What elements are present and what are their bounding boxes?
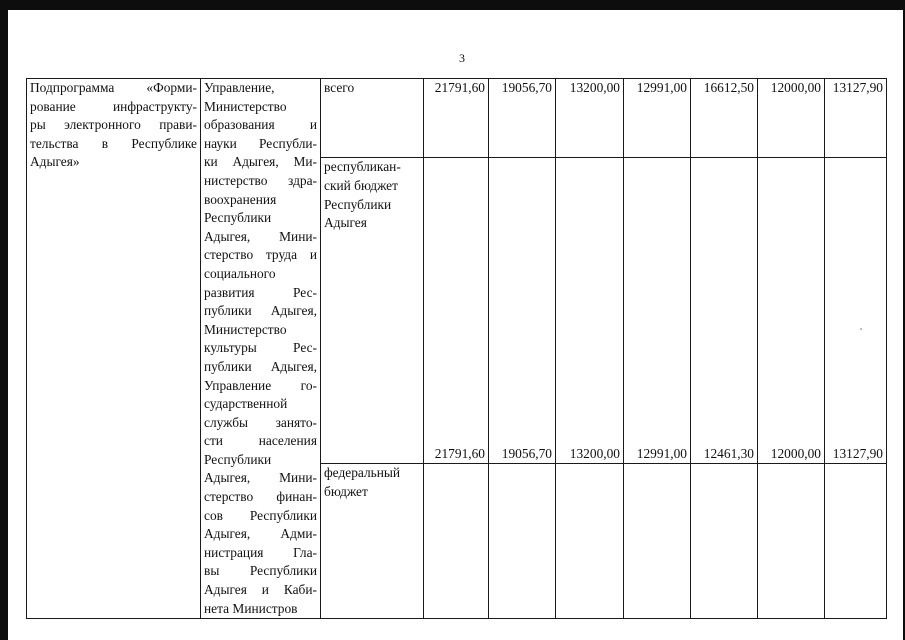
value-cell: 19056,70: [489, 158, 556, 464]
subprogram-name-line: ры электронного прави-: [30, 117, 197, 133]
source-line: бюджет: [324, 483, 368, 499]
value-cell-empty: [691, 464, 758, 619]
value-cell: 13127,90: [825, 79, 887, 158]
value-cell: 19056,70: [489, 79, 556, 158]
subprogram-name-line: рование инфраструкту-: [30, 98, 197, 114]
executor-line: вы Республики: [204, 563, 317, 579]
value-cell: 12461,30: [691, 158, 758, 464]
value-cell: 13127,90: [825, 158, 887, 464]
executor-line: сов Республики: [204, 507, 317, 523]
value-cell: 12991,00: [624, 158, 691, 464]
table-row-total: [27, 79, 887, 158]
source-cell-regional: [321, 158, 424, 464]
value-cell: 21791,60: [424, 158, 489, 464]
source-line: Адыгея: [324, 215, 367, 231]
executor-line: нета Министров: [204, 600, 298, 616]
executor-line: службы занято-: [204, 414, 317, 430]
subprogram-name-line: Подпрограмма «Форми-: [30, 80, 197, 95]
value-cell: 12991,00: [624, 79, 691, 158]
executor-line: образования и: [204, 117, 317, 133]
value-cell-empty: [489, 464, 556, 619]
executor-line: культуры Рес-: [204, 340, 317, 356]
executor-line: науки Республи-: [204, 135, 317, 151]
executor-line: Министерство: [204, 321, 287, 337]
executor-line: публики Адыгея,: [204, 358, 317, 374]
page-number: 3: [459, 51, 465, 65]
executor-line: нистерство здра-: [204, 172, 317, 188]
value-cell-empty: [624, 464, 691, 619]
subprogram-name-line: тельства в Республике: [30, 135, 197, 151]
executor-line: стерство финан-: [204, 489, 317, 505]
executor-line: Адыгея и Каби-: [204, 582, 317, 598]
value-cell: 13200,00: [556, 158, 624, 464]
executor-line: Республики: [204, 451, 272, 467]
value-cell-empty: [758, 464, 825, 619]
scan-border-top: [0, 0, 905, 10]
value-cell: 12000,00: [758, 158, 825, 464]
executor-line: Управление го-: [204, 377, 317, 393]
source-line: Республики: [324, 196, 392, 212]
executor-line: стерство труда и: [204, 247, 317, 263]
executor-line: развития Рес-: [204, 284, 317, 300]
executor-line: Республики: [204, 210, 272, 226]
executor-line: сударственной: [204, 396, 288, 412]
value-cell: 16612,50: [691, 79, 758, 158]
source-cell-federal: [321, 464, 424, 619]
executor-line: Адыгея, Адми-: [204, 526, 317, 542]
source-line: всего: [324, 80, 355, 95]
executor-cell: [201, 79, 321, 619]
subprogram-name-line: Адыгея»: [30, 154, 80, 170]
executor-line: воохранения: [204, 191, 277, 207]
executor-line: Управление,: [204, 80, 275, 95]
executor-line: публики Адыгея,: [204, 303, 317, 319]
source-line: федеральный: [324, 465, 401, 481]
value-cell-empty: [556, 464, 624, 619]
value-cell-empty: [825, 464, 887, 619]
executor-line: Министерство: [204, 98, 287, 114]
executor-line: социального: [204, 265, 276, 281]
source-line: республикан-: [324, 159, 401, 175]
executor-line: сти населения: [204, 433, 317, 449]
subprogram-name-cell: [27, 79, 201, 619]
source-cell-total: [321, 79, 424, 158]
scan-border-left: [0, 0, 8, 640]
source-line: ский бюджет: [324, 178, 398, 194]
executor-line: Адыгея, Мини-: [204, 470, 317, 486]
value-cell-empty: [424, 464, 489, 619]
executor-line: ки Адыгея, Ми-: [204, 154, 317, 170]
funding-table: [26, 78, 887, 619]
executor-line: Адыгея, Мини-: [204, 228, 317, 244]
value-cell: 21791,60: [424, 79, 489, 158]
value-cell: 12000,00: [758, 79, 825, 158]
value-cell: 13200,00: [556, 79, 624, 158]
executor-line: нистрация Гла-: [204, 544, 317, 560]
